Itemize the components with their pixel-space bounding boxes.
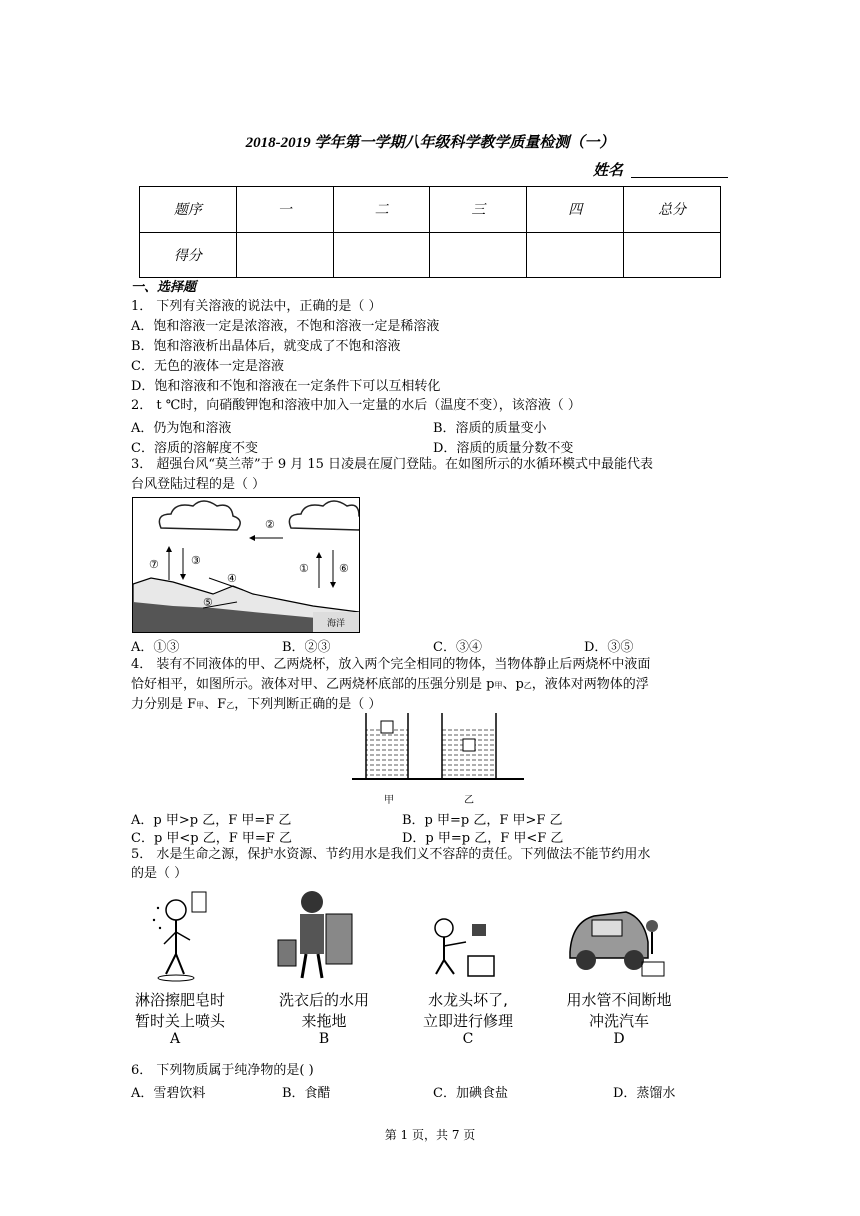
question-4-stem-line1: 4． 装有不同液体的甲、乙两烧杯，放入两个完全相同的物体，当物体静止后两烧杯中液面: [131, 657, 651, 672]
score-table-header-row: [140, 187, 721, 233]
caption-line: 淋浴擦肥皂时: [134, 991, 225, 1009]
arrow-head-icon: [330, 582, 336, 588]
arrow-head-icon: [249, 535, 255, 541]
water-cycle-diagram: [133, 498, 359, 632]
diagram-label: ③: [191, 554, 201, 567]
text-fragment: ，下列判断正确的是（ ）: [234, 697, 382, 712]
table-header-cell: 题序: [140, 187, 237, 233]
illustration-b: [272, 884, 358, 984]
beakers-figure: [352, 713, 524, 809]
section-heading: 一、选择题: [131, 280, 197, 295]
caption-c: [408, 989, 528, 1047]
caption-letter: B: [318, 1031, 330, 1047]
score-table-score-row: [140, 232, 721, 278]
score-table: [139, 186, 721, 278]
table-header-cell: 四: [527, 187, 624, 233]
diagram-label: ⑥: [339, 562, 349, 575]
beakers-diagram: [352, 713, 524, 809]
question-2-option-a: A．仍为饱和溶液: [131, 421, 232, 436]
diagram-label: 海洋: [327, 619, 346, 629]
question-1-option-c: C．无色的液体一定是溶液: [131, 359, 284, 374]
caption-letter: C: [462, 1031, 474, 1047]
caption-letter: D: [613, 1031, 625, 1047]
diagram-label: ①: [299, 562, 309, 575]
name-blank-line: [631, 177, 728, 178]
table-header-cell: 总分: [624, 187, 721, 233]
shower-person-icon: [140, 888, 220, 984]
page-footer: 第 1 页，共 7 页: [384, 1128, 476, 1142]
text-fragment: 、F: [204, 697, 227, 712]
question-2-option-c: C．溶质的溶解度不变: [131, 441, 258, 456]
question-3-option-d: D．③⑤: [584, 640, 634, 655]
question-6-option-c: C．加碘食盐: [433, 1086, 508, 1101]
table-header-cell: 一: [236, 187, 333, 233]
object-block-yi: [463, 739, 475, 751]
caption-line: 立即进行修理: [422, 1012, 513, 1030]
arrow-head-icon: [316, 552, 322, 558]
subscript-yi: 乙: [226, 701, 235, 710]
score-cell[interactable]: [527, 232, 624, 278]
car-wash-icon: [564, 892, 668, 984]
question-5-stem-line2: 的是（ ）: [131, 866, 188, 881]
water-cycle-figure: [132, 497, 360, 633]
question-5-stem-line1: 5． 水是生命之源，保护水资源、节约用水是我们义不容辞的责任。下列做法不能节约用水: [131, 847, 651, 862]
question-1-option-a: A．饱和溶液一定是浓溶液，不饱和溶液一定是稀溶液: [131, 319, 440, 334]
liquid-yi: [442, 727, 496, 779]
caption-d: [554, 989, 684, 1047]
question-3-stem-line2: 台风登陆过程的是（ ）: [131, 477, 266, 492]
question-2-option-d: D．溶质的质量分数不变: [433, 441, 574, 456]
name-label: 姓名: [593, 161, 624, 179]
score-cell[interactable]: [624, 232, 721, 278]
illustration-d: [564, 892, 668, 984]
question-6-option-b: B．食醋: [282, 1086, 331, 1101]
question-6-option-a: A．雪碧饮料: [131, 1086, 206, 1101]
score-cell[interactable]: [333, 232, 430, 278]
liquid-jia: [366, 727, 408, 779]
question-4-option-b: B．p 甲=p 乙，F 甲>F 乙: [402, 813, 563, 828]
question-2-stem: 2． t ℃时，向硝酸钾饱和溶液中加入一定量的水后（温度不变），该溶液（ ）: [131, 398, 581, 413]
beaker-label-yi: 乙: [464, 795, 474, 806]
question-6-option-d: D．蒸馏水: [613, 1086, 676, 1101]
diagram-label: ②: [265, 518, 275, 531]
question-3-option-b: B．②③: [282, 640, 331, 655]
text-fragment: 、p: [502, 677, 524, 692]
question-3-option-c: C．③④: [433, 640, 482, 655]
subscript-yi: 乙: [523, 681, 532, 690]
caption-b: [264, 989, 384, 1047]
illustration-c: [428, 908, 498, 984]
text-fragment: 力分别是 F: [131, 697, 197, 712]
caption-a: [120, 989, 240, 1047]
question-4-stem-line3: [131, 696, 381, 714]
question-4-option-d: D．p 甲=p 乙，F 甲<F 乙: [402, 831, 564, 846]
subscript-jia: 甲: [196, 701, 205, 710]
text-fragment: ，液体对两物体的浮: [531, 677, 649, 692]
question-3-option-a: A．①③: [131, 640, 180, 655]
arrow-head-icon: [180, 574, 186, 580]
caption-letter: A: [169, 1031, 181, 1047]
diagram-label: ⑦: [149, 558, 159, 571]
question-1-option-d: D．饱和溶液和不饱和溶液在一定条件下可以互相转化: [131, 379, 441, 394]
table-header-cell: 二: [333, 187, 430, 233]
subscript-jia: 甲: [494, 681, 503, 690]
caption-line: 用水管不间断地: [566, 991, 672, 1009]
question-1-option-b: B．饱和溶液析出晶体后，就变成了不饱和溶液: [131, 339, 401, 354]
caption-line: 暂时关上喷头: [134, 1012, 225, 1030]
question-4-option-a: A．p 甲>p 乙，F 甲=F 乙: [131, 813, 292, 828]
question-1-stem: 1． 下列有关溶液的说法中，正确的是（ ）: [131, 299, 382, 314]
diagram-label: ⑤: [203, 596, 213, 609]
question-4-option-c: C．p 甲<p 乙，F 甲=F 乙: [131, 831, 292, 846]
illustration-a: [140, 888, 220, 984]
table-row-label: 得分: [140, 232, 237, 278]
caption-line: 水龙头坏了,: [428, 991, 508, 1009]
question-6-stem: 6． 下列物质属于纯净物的是( ): [131, 1063, 314, 1078]
repair-faucet-icon: [428, 908, 498, 984]
score-cell[interactable]: [430, 232, 527, 278]
caption-line: 冲洗汽车: [588, 1012, 649, 1030]
page-title: 2018-2019 学年第一学期八年级科学教学质量检测（一）: [245, 135, 615, 151]
cloud-icon: [159, 501, 240, 530]
question-3-stem-line1: 3． 超强台风“莫兰蒂”于 9 月 15 日凌晨在厦门登陆。在如图所示的水循环模式中最能代表: [131, 457, 654, 472]
diagram-label: ④: [227, 572, 237, 585]
question-2-option-b: B．溶质的质量变小: [433, 421, 547, 436]
table-header-cell: 三: [430, 187, 527, 233]
text-fragment: 恰好相平，如图所示。液体对甲、乙两烧杯底部的压强分别是 p: [131, 677, 495, 692]
score-cell[interactable]: [236, 232, 333, 278]
arrow-head-icon: [166, 546, 172, 552]
beaker-label-jia: 甲: [384, 795, 394, 806]
washing-person-icon: [272, 884, 358, 984]
caption-line: 洗衣后的水用: [278, 991, 369, 1009]
object-block-jia: [381, 721, 393, 733]
caption-line: 来拖地: [301, 1012, 347, 1030]
question-4-stem-line2: [131, 676, 649, 694]
cloud-icon: [289, 501, 359, 530]
